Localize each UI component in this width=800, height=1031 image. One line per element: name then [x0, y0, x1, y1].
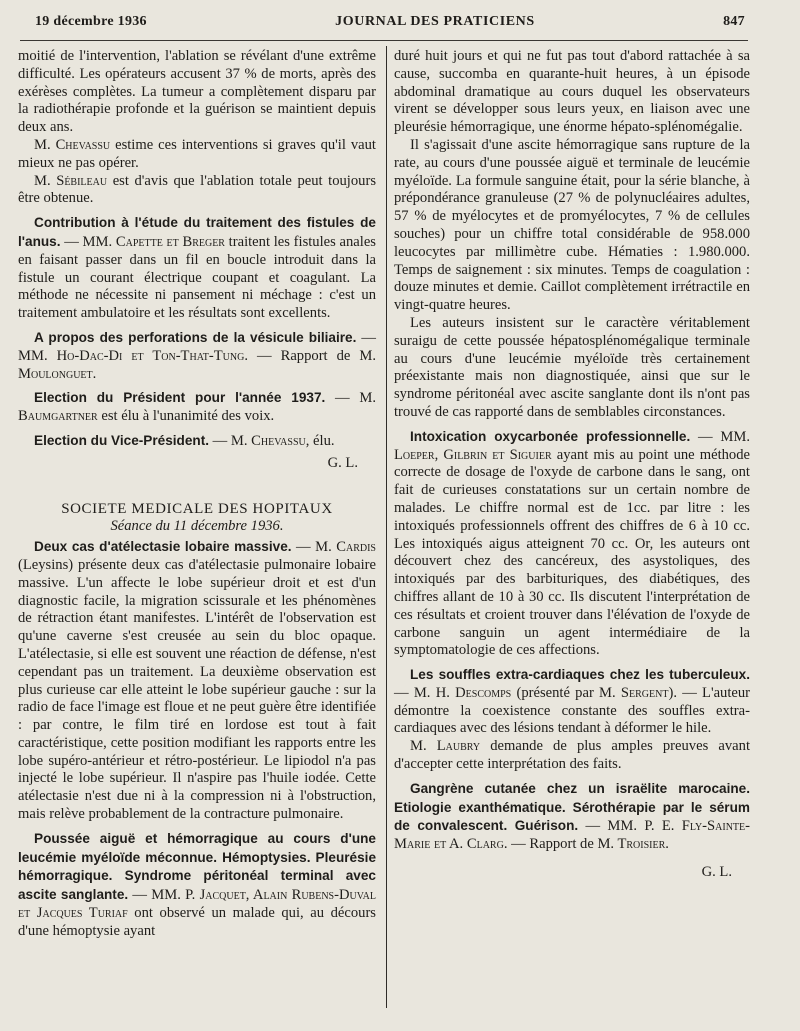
article-text: ). — L'auteur démontre la coexistence constante des souffles extra-cardiaques avec des lésions tendant à déformer le hile.: [394, 684, 751, 737]
paragraph: Les auteurs insistent sur le caractère véritablement suraigu de cette poussée hépatosplénomégalique terminale au cours d'une leucémie myéloïde très certainement préexistante mais non diagnostiquée, ainsi que sur le syndrome péritonéal avec ascite sanglante dont ils n'ont pas trouvé de cas rapporté dans de semblables circonstances.: [394, 314, 750, 420]
article-title: Gangrène cutanée chez un israëlite marocaine. Etiologie exanthématique. Sérothérapie par le sérum de convalescent. Guérison.: [394, 780, 750, 834]
paragraph-text: estime ces interventions si graves qu'il vaut mieux ne pas opérer.: [18, 136, 376, 171]
author-names: P. E. Fly-Sainte-Marie et A. Clarg: [394, 818, 751, 853]
separator: —: [209, 432, 231, 449]
paragraph: moitié de l'intervention, l'ablation se révélant d'une extrême difficulté. Les opérateurs accusent 37 % de morts, après des exérèses complètes. La tumeur a complètement disparu par la radiothérapie profonde et la guérison se maintient depuis deux ans.: [18, 48, 376, 136]
article-text: ayant mis au point une méthode correcte de dosage de l'oxyde de carbone dans le sang, ont fait de curieuses constatations sur un certain nombre de malades. Le chiffre normal est de 1cc. par litre : les intoxiqués professionnels offrent des chiffres de 6 à 10 cc. Les intoxiqués aigus atteignent 70 cc. Or, les auteurs ont découvert chez des cancéreux, des asystoliques, des intoxiqués par des barbituriques, des diabétiques, des chiffres allant de 10 à 30 cc. Ils discutent l'interprétation de ces résultats et croient trouver dans l'élévation de l'oxyde de carbone sanguin un agent intermédiaire de la symptomatologie de ces affections.: [394, 446, 750, 659]
article-oxycarbonee: [394, 428, 750, 660]
article-text: . — Rapport de: [244, 347, 360, 364]
article-atelectasie: [18, 538, 376, 824]
author-names: Capette et Breger: [115, 233, 225, 250]
journal-title: JOURNAL DES PRATICIENS: [335, 14, 535, 29]
person-name: M. Chevassu: [34, 136, 111, 153]
article-title: Les souffles extra-cardiaques chez les tuberculeux.: [410, 667, 750, 683]
article-fistules: [18, 214, 376, 323]
article-text: , élu.: [305, 432, 335, 449]
punctuation: .: [92, 365, 97, 382]
paragraph: duré huit jours et qui ne fut pas tout d'abord rattachée à sa cause, succomba en quarante-huit heures, à un épisode abdominal dramatique au cours duquel les observateurs virent se développer sous leurs yeux, en liaison avec une pleurésie hémorragique, une énorme hépato-splénomégalie.: [394, 48, 750, 136]
paragraph: Il s'agissait d'une ascite hémorragique sans rupture de la rate, au cours d'une poussée aiguë et terminale de leucémie myéloïde. La formule sanguine était, pour la série blanche, à prépondérance granuleuse (27 % de polynucléaires adultes, 57 % de myélocytes et de promyélocytes, 7 % de cellules souches) pour un chiffre total considérable de 958.000 leucocytes par millimètre cube. Hématies : 1.980.000. Temps de saignement : six minutes. Temps de coagulation : douze minutes et demie. Caillot complètement irrétractile en vingt-quatre heures.: [394, 136, 750, 314]
presenter-name: M. Sergent: [599, 684, 669, 701]
article-text: (Leysins) présente deux cas d'atélectasie pulmonaire lobaire massive. L'un affecte le lobe supérieur droit et est d'un diagnostic facile, la migration scissurale et les phénomènes de rétraction étant manifestes. L'intérêt de l'observation est qu'une caverne s'est creusée au sein du bloc opaque. L'atélectasie, si elle est souvent une réaction de défense, n'est cependant pas un traitement. La deuxième observation est plus curieuse car elle atteint le lobe supérieur gauche : sur la radio de face l'image est floue et ne peut guère être identifiée : par contre, le film tiré en lordose est tout à fait caractéristique, cette position modifiant les rapports entre les lobe supéro-antérieur et rétro-postérieur. Le lipiodol n'a pas injecté le lobe supérieur. Il n'aspire pas l'huile iodée. Cette atélectasie n'est due ni à la compression ni à l'obstruction, mais relève probablement de la contracture pulmonaire.: [18, 556, 376, 823]
separator: — MM.: [128, 887, 186, 904]
person-name: M. Laubry: [410, 738, 481, 755]
article-title: Intoxication oxycarbonée professionnelle.: [410, 428, 691, 444]
article-president: [18, 389, 376, 426]
separator: — MM.: [18, 329, 376, 364]
separator: — M.: [394, 684, 436, 701]
author-names: P. Jacquet, Alain Rubens-Duval et Jacques Turiaf: [18, 887, 376, 922]
session-date: Séance du 11 décembre 1936.: [110, 518, 284, 535]
author-names: H. Descomps: [435, 684, 512, 701]
paragraph-text: demande de plus amples preuves avant d'accepter cette interprétation des faits.: [394, 738, 750, 773]
punctuation: .: [665, 836, 669, 853]
paragraph: [394, 738, 750, 774]
person-name: M. Baumgartner: [18, 390, 376, 425]
author-names: Ho-Dac-Di et Ton-That-Tung: [56, 347, 245, 364]
article-text: est élu à l'unanimité des voix.: [97, 408, 275, 425]
author-names: — M. Cardis: [291, 539, 376, 556]
signature: G. L.: [327, 454, 358, 471]
separator: — MM.: [578, 818, 645, 835]
page-number: 847: [723, 14, 745, 29]
header-date: 19 décembre 1936: [35, 14, 147, 29]
article-title: Election du Vice-Président.: [34, 432, 210, 448]
paragraph: [18, 137, 376, 173]
person-name: M. Sébileau: [34, 172, 108, 189]
article-title: Contribution à l'étude du traitement des fistules de l'anus.: [18, 215, 376, 249]
article-vice-president: [18, 432, 376, 451]
article-gangrene: [394, 780, 750, 854]
society-title: SOCIETE MEDICALE DES HOPITAUX: [61, 500, 333, 517]
article-text: (présenté par: [511, 684, 600, 701]
person-name: M. Chevassu: [230, 432, 306, 449]
article-text: . — Rapport de: [503, 836, 598, 853]
article-souffles: [394, 666, 750, 738]
rapporteur-name: M. Moulonguet: [18, 347, 377, 382]
paragraph-text: est d'avis que l'ablation totale peut toujours être obtenue.: [18, 172, 376, 207]
rapporteur-name: M. Troisier: [597, 836, 666, 853]
left-column: [18, 48, 376, 941]
article-poussee: [18, 830, 376, 941]
paragraph: [18, 173, 376, 209]
article-vesicule: [18, 329, 376, 383]
separator: — MM.: [60, 233, 116, 250]
author-names: Loeper, Gilbrin et Siguier: [394, 446, 552, 463]
article-title: Deux cas d'atélectasie lobaire massive.: [34, 539, 292, 555]
article-title: A propos des perforations de la vésicule biliaire.: [34, 329, 357, 345]
page-header: [35, 14, 745, 36]
header-rule: [20, 40, 748, 41]
right-column: [394, 48, 750, 882]
separator: — MM.: [690, 428, 750, 445]
column-divider: [386, 46, 387, 1008]
signature: G. L.: [701, 864, 732, 881]
article-title: Election du Président pour l'année 1937.: [34, 390, 326, 406]
article-text: traitent les fistules anales en faisant passer dans un fil en boucle introduit dans la fistule un courant électrique coupant et coagulant. La méthode ne nécessite ni pansement ni méchage : c'est un traitement ambulatoire et les résultats sont excellents.: [18, 233, 376, 322]
separator: —: [325, 390, 360, 407]
article-text: ont observé un malade qui, au décours d'une hémoptysie ayant: [18, 905, 376, 939]
article-title: Poussée aiguë et hémorragique au cours d'une leucémie myéloïde méconnue. Hémoptysies. Pleurésie hémorragique. Syndrome péritonéal terminal avec ascite sanglante.: [18, 830, 376, 903]
